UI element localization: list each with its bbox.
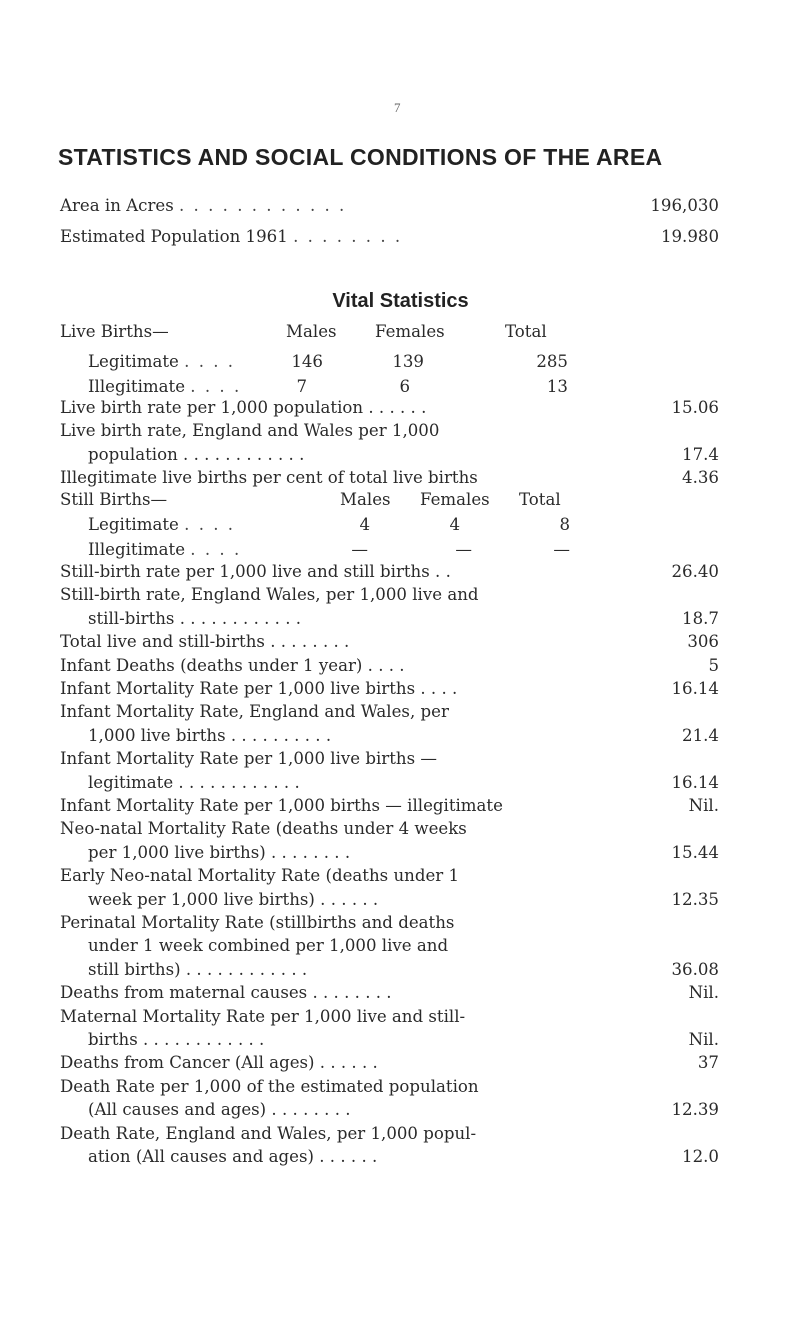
statistic-label: Live birth rate per 1,000 population . . . . . . bbox=[60, 398, 427, 417]
leader-dots: . . . . bbox=[190, 540, 242, 559]
statistic-value: 16.14 bbox=[671, 772, 719, 792]
statistic-label: Perinatal Mortality Rate (stillbirths and deaths bbox=[60, 913, 455, 932]
statistic-label: Infant Mortality Rate per 1,000 live births . . . . bbox=[60, 679, 458, 698]
population-value: 19.980 bbox=[660, 227, 719, 246]
statistic-label: Maternal Mortality Rate per 1,000 live and still- bbox=[60, 1006, 466, 1026]
page-title: STATISTICS AND SOCIAL CONDITIONS OF THE AREA bbox=[58, 144, 663, 170]
statistic-label: Death Rate, England and Wales, per 1,000 popul- bbox=[60, 1123, 477, 1143]
statistic-value: 306 bbox=[687, 632, 719, 652]
table-cell: 6 bbox=[399, 377, 410, 396]
table-cell: 146 bbox=[291, 352, 323, 371]
table-cell: — bbox=[553, 540, 570, 559]
statistic-label: ation (All causes and ages) . . . . . . bbox=[88, 1147, 378, 1166]
table-row-label: Illegitimate . . . . bbox=[88, 377, 242, 396]
table-cell: 8 bbox=[559, 515, 570, 534]
table-cell: 13 bbox=[546, 377, 568, 396]
statistic-value: 5 bbox=[708, 655, 719, 675]
leader-dots: . . . . . . . . bbox=[293, 227, 403, 246]
table-cell: 7 bbox=[296, 377, 307, 396]
col-males: Males bbox=[340, 490, 391, 509]
statistic-label: legitimate . . . . . . . . . . . . bbox=[88, 772, 300, 792]
statistic-label: Infant Mortality Rate per 1,000 live births — bbox=[60, 749, 437, 769]
statistic-label: Still-birth rate per 1,000 live and still births . . bbox=[60, 562, 451, 581]
col-total: Total bbox=[505, 322, 547, 341]
statistic-value: 16.14 bbox=[671, 679, 719, 698]
population-label: Estimated Population 1961 . . . . . . . . bbox=[60, 227, 403, 246]
statistic-label: Infant Mortality Rate per 1,000 births — illegitimate bbox=[60, 796, 503, 815]
section-title: Vital Statistics bbox=[332, 290, 469, 312]
statistic-label: Deaths from maternal causes . . . . . . . . bbox=[60, 983, 392, 1003]
statistic-value: 36.08 bbox=[671, 959, 719, 979]
statistic-label: per 1,000 live births) . . . . . . . . bbox=[88, 842, 351, 862]
statistic-label: under 1 week combined per 1,000 live and bbox=[88, 936, 449, 956]
statistic-value: Nil. bbox=[688, 1030, 719, 1049]
statistic-label: Infant Deaths (deaths under 1 year) . . . . bbox=[60, 655, 405, 675]
statistic-label: population . . . . . . . . . . . . bbox=[88, 444, 305, 464]
statistic-value: 12.35 bbox=[671, 889, 719, 909]
table-cell: 139 bbox=[392, 352, 424, 371]
statistic-value: 37 bbox=[697, 1053, 719, 1073]
table-row-label: Legitimate . . . . bbox=[88, 515, 236, 534]
statistic-value: Nil. bbox=[688, 983, 719, 1003]
leader-dots: . . . . . . . . . . . . bbox=[179, 196, 347, 215]
table-row-label: Illegitimate . . . . bbox=[88, 540, 242, 559]
area-label: Area in Acres . . . . . . . . . . . . bbox=[60, 196, 347, 215]
statistic-label: Neo-natal Mortality Rate (deaths under 4 weeks bbox=[60, 819, 467, 839]
col-males: Males bbox=[286, 322, 337, 341]
col-total: Total bbox=[519, 490, 561, 509]
table-cell: — bbox=[351, 540, 368, 559]
statistic-value: Nil. bbox=[688, 796, 719, 815]
statistic-label: Live birth rate, England and Wales per 1,000 bbox=[60, 421, 440, 441]
statistic-value: 12.39 bbox=[671, 1100, 719, 1120]
leader-dots: . . . . bbox=[184, 352, 236, 371]
statistic-label: (All causes and ages) . . . . . . . . bbox=[88, 1100, 351, 1120]
table-row-label: Legitimate . . . . bbox=[88, 352, 236, 371]
statistic-value: 17.4 bbox=[682, 444, 719, 464]
still-births-label: Still Births— bbox=[60, 490, 168, 509]
table-cell: — bbox=[455, 540, 472, 559]
statistic-value: 4.36 bbox=[682, 468, 719, 488]
leader-dots: . . . . bbox=[184, 515, 236, 534]
table-cell: 4 bbox=[359, 515, 370, 534]
statistic-label: Early Neo-natal Mortality Rate (deaths under 1 bbox=[60, 866, 460, 886]
page-number: 7 bbox=[394, 100, 401, 115]
live-births-label: Live Births— bbox=[60, 322, 169, 341]
statistic-value: 26.40 bbox=[671, 562, 719, 581]
statistic-label: Infant Mortality Rate, England and Wales, per bbox=[60, 702, 449, 722]
leader-dots: . . . . bbox=[190, 377, 242, 396]
table-cell: 4 bbox=[449, 515, 460, 534]
statistic-label: Total live and still-births . . . . . . . . bbox=[60, 632, 350, 652]
statistic-value: 18.7 bbox=[682, 608, 719, 628]
table-cell: 285 bbox=[536, 352, 568, 371]
statistic-value: 15.06 bbox=[671, 398, 719, 417]
statistic-value: 12.0 bbox=[682, 1147, 719, 1166]
statistic-value: 15.44 bbox=[671, 842, 719, 862]
statistic-label: births . . . . . . . . . . . . bbox=[88, 1030, 265, 1049]
statistic-value: 21.4 bbox=[682, 725, 719, 745]
col-females: Females bbox=[375, 322, 445, 341]
statistic-label: Still-birth rate, England Wales, per 1,000 live and bbox=[60, 585, 479, 605]
col-females: Females bbox=[420, 490, 490, 509]
statistic-label: still-births . . . . . . . . . . . . bbox=[88, 608, 302, 628]
statistic-label: week per 1,000 live births) . . . . . . bbox=[88, 889, 379, 909]
statistic-label: Death Rate per 1,000 of the estimated population bbox=[60, 1076, 479, 1096]
statistic-label: still births) . . . . . . . . . . . . bbox=[88, 959, 308, 979]
statistic-label: Deaths from Cancer (All ages) . . . . . . bbox=[60, 1053, 378, 1073]
area-value: 196,030 bbox=[650, 196, 719, 215]
statistic-label: Illegitimate live births per cent of total live births bbox=[60, 468, 478, 488]
statistic-label: 1,000 live births . . . . . . . . . . bbox=[88, 725, 332, 745]
